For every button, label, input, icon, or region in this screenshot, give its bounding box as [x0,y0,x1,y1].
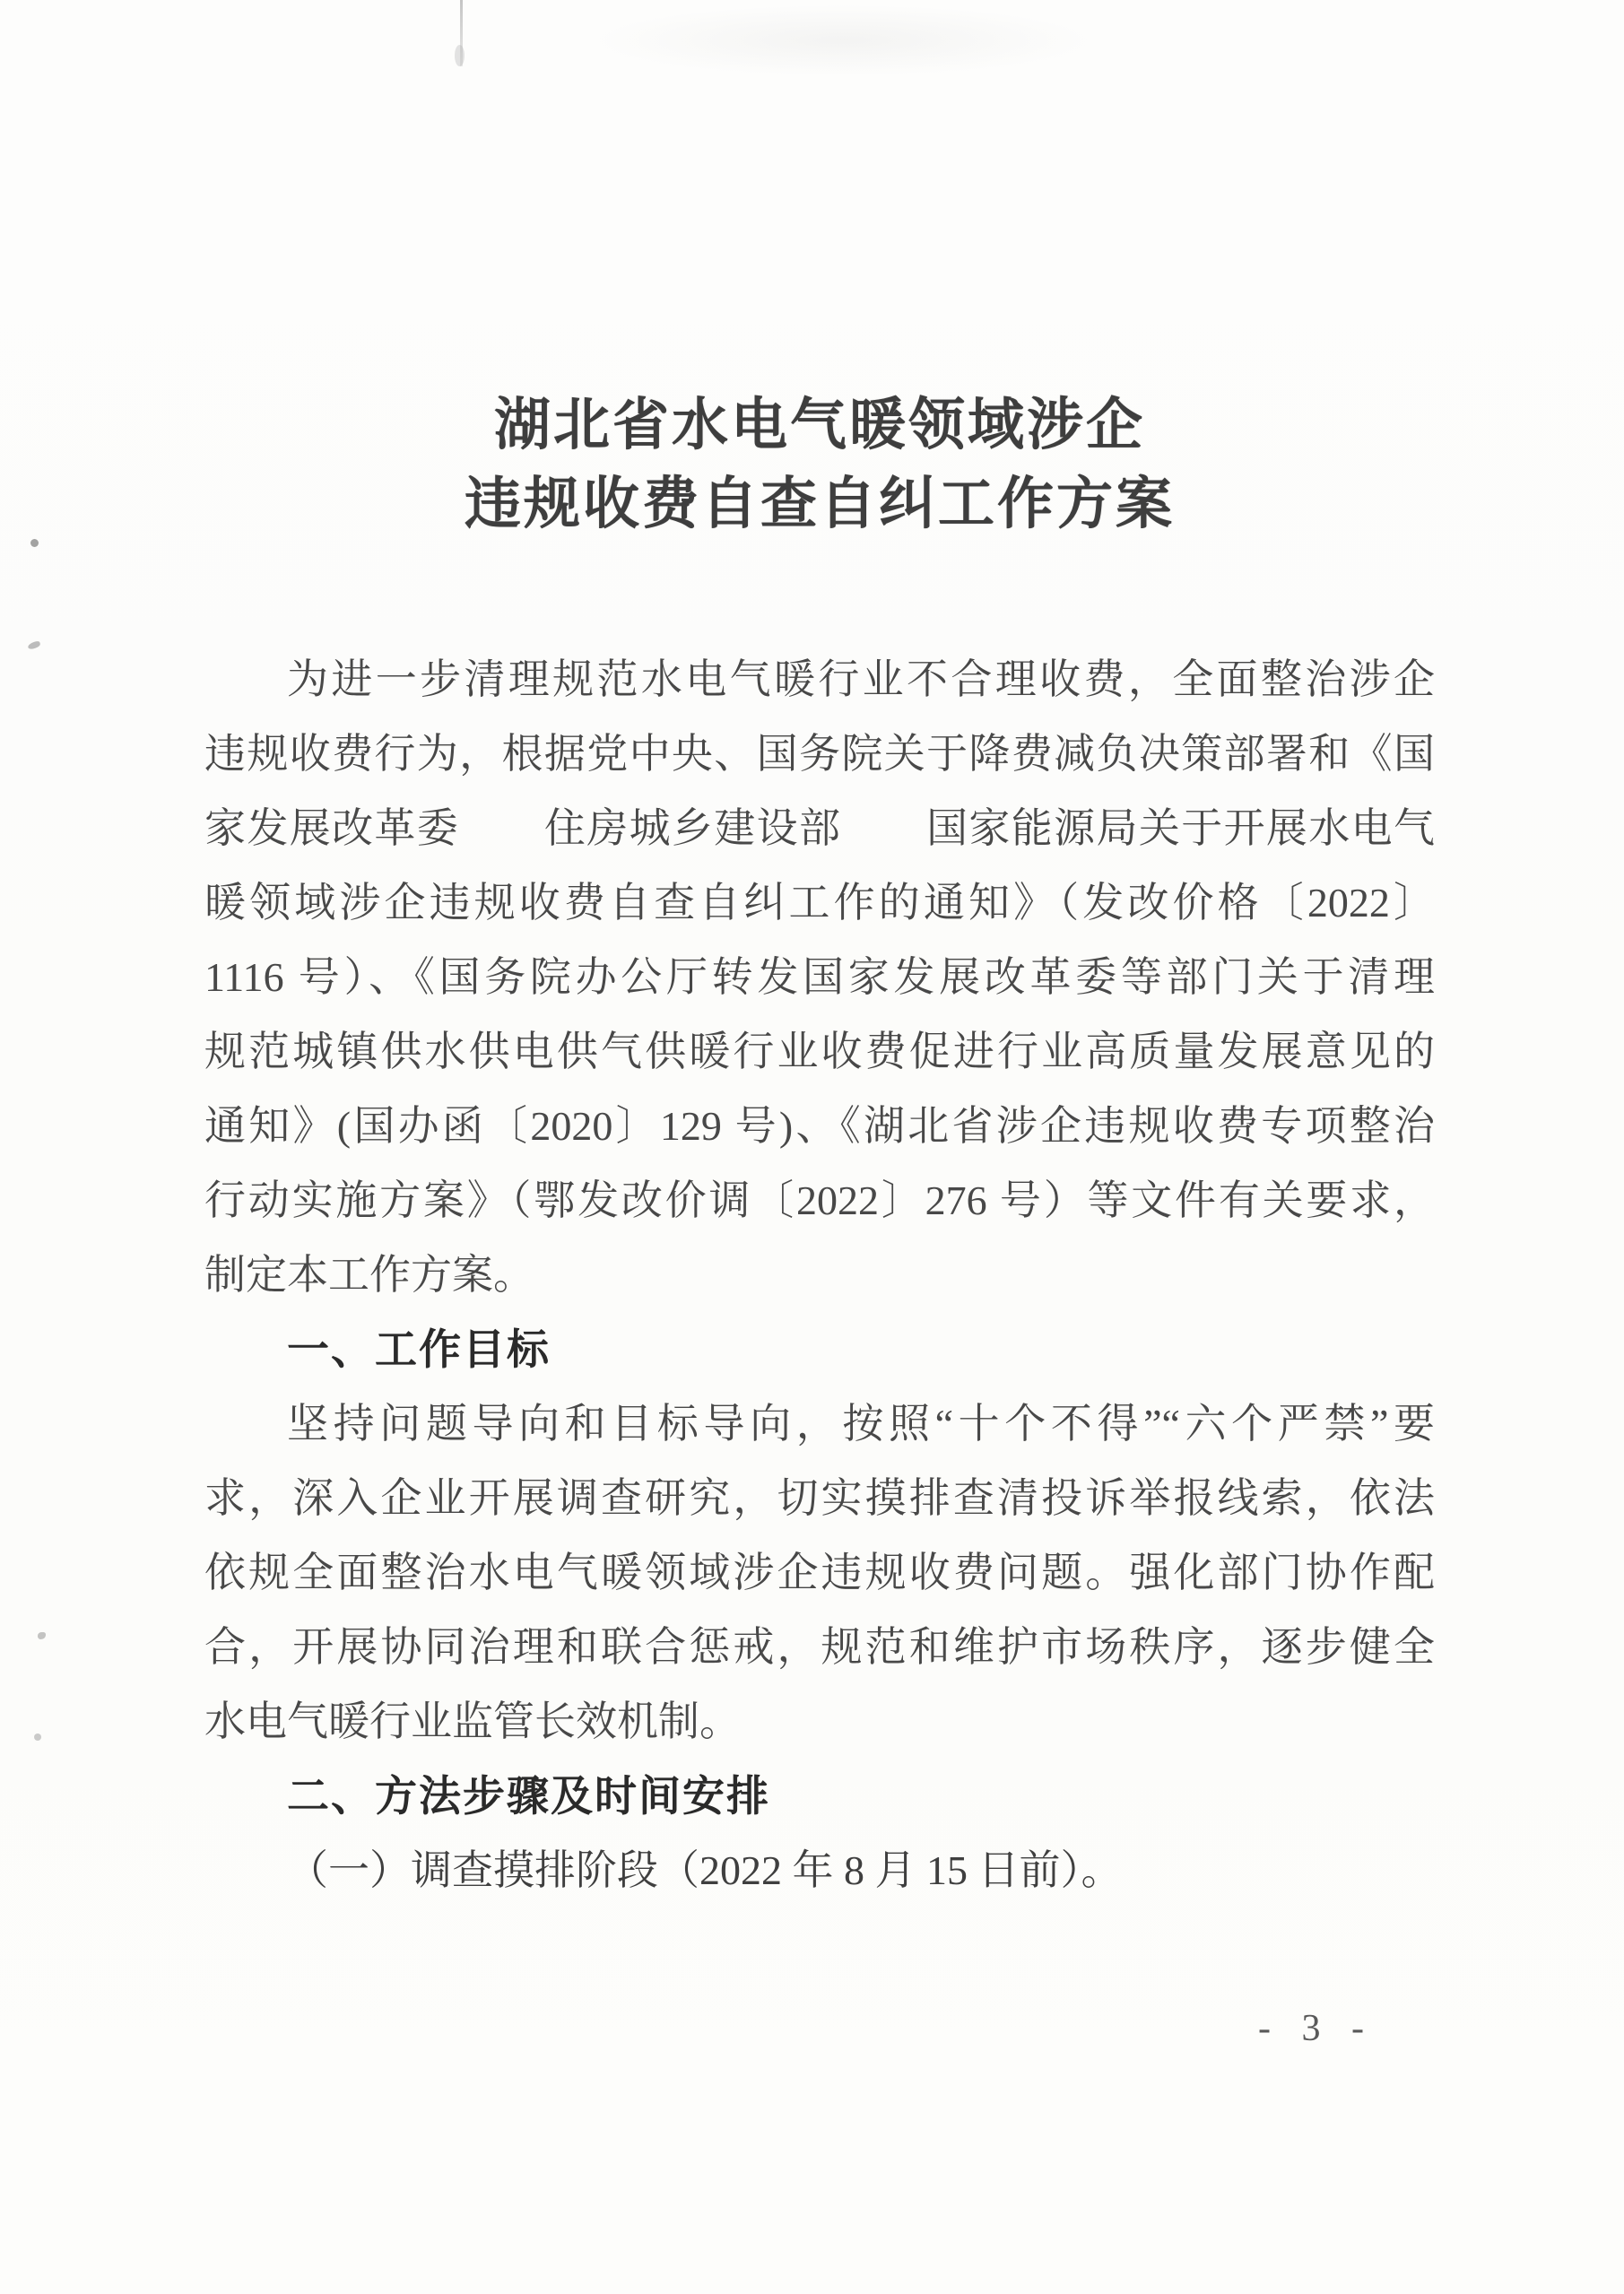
text-line: 求，深入企业开展调查研究，切实摸排查清投诉举报线索，依法 [204,1475,1435,1521]
scan-line-artifact [460,0,463,66]
text-line: （一）调查摸排阶段（2022 年 8 月 15 日前）。 [287,1847,1123,1893]
text-line: 家发展改革委 住房城乡建设部 国家能源局关于开展水电气 [204,805,1435,851]
text-line: 依规全面整治水电气暖领域涉企违规收费问题。强化部门协作配 [204,1550,1435,1595]
text-line: 制定本工作方案。 [204,1252,534,1298]
text-line: 1116 号）、《国务院办公厅转发国家发展改革委等部门关于清理 [204,954,1435,1000]
text-line: 水电气暖行业监管长效机制。 [204,1699,741,1744]
document-body [204,642,1435,1907]
text-line: 为进一步清理规范水电气暖行业不合理收费，全面整治涉企 [287,656,1435,702]
section-heading: 一、工作目标 [287,1325,551,1373]
text-line: 规范城镇供水供电供气供暖行业收费促进行业高质量发展意见的 [204,1029,1435,1074]
text-line: 合，开展协同治理和联合惩戒，规范和维护市场秩序，逐步健全 [204,1624,1435,1670]
document-title [204,386,1435,543]
text-line: 违规收费行为，根据党中央、国务院关于降费减负决策部署和《国 [204,731,1435,777]
text-line: 通知》(国办函〔2020〕129 号)、《湖北省涉企违规收费专项整治 [204,1103,1435,1149]
document-title-line1: 湖北省水电气暖领域涉企 [494,394,1145,456]
document-title-line2: 违规收费自查自纠工作方案 [465,473,1175,535]
text-line: 行动实施方案》（鄂发改价调〔2022〕276 号）等文件有关要求， [204,1177,1435,1223]
scan-speck [30,539,39,547]
scan-blob-artifact [455,45,465,66]
scan-speck [27,640,40,650]
page-number: - 3 - [1258,2008,1375,2049]
scan-speck [34,1734,41,1741]
text-line: 暖领域涉企违规收费自查自纠工作的通知》（发改价格〔2022〕 [204,880,1435,925]
section-heading: 二、方法步骤及时间安排 [287,1772,770,1820]
text-line: 坚持问题导向和目标导向，按照“十个不得”“六个严禁”要 [287,1401,1435,1447]
scan-speck [38,1632,46,1639]
scan-smudge-artifact [592,4,1094,76]
